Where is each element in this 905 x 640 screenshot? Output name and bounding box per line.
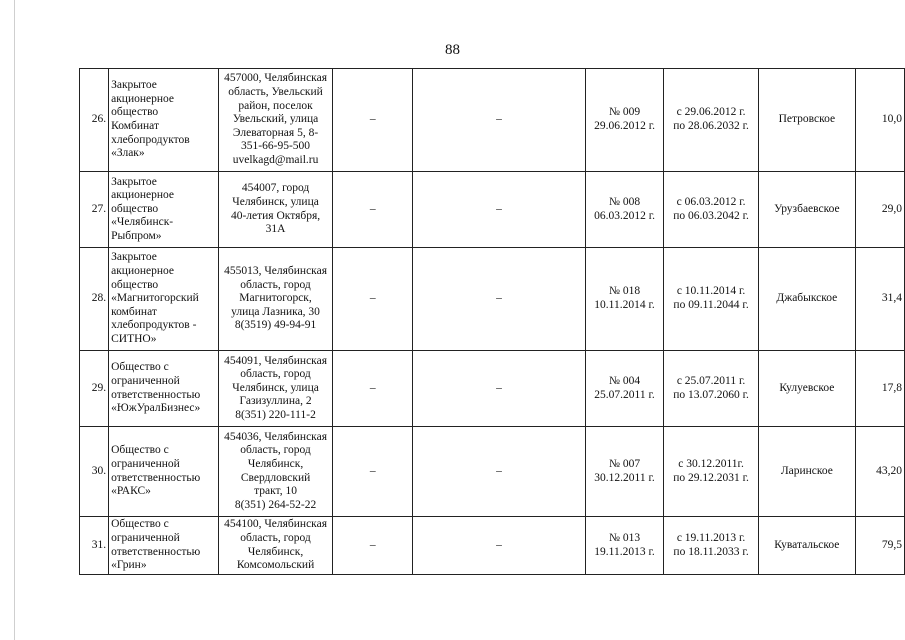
empty-field-dash: – <box>333 517 413 575</box>
organization-address: 457000, Челябинская область, Увельский район, поселок Увельский, улица Элеваторная 5, 8- 351-66-95-500 uvelkagd@mail.ru <box>218 69 333 172</box>
site-area: 31,4 <box>855 248 904 351</box>
fishing-site-name: Куватальское <box>759 517 856 575</box>
row-number: 26. <box>80 69 109 172</box>
organization-address: 454091, Челябинская область, город Челябинск, улица Газизуллина, 2 8(351) 220-111-2 <box>218 351 333 427</box>
validity-period: с 25.07.2011 г. по 13.07.2060 г. <box>664 351 759 427</box>
empty-field-dash: – <box>333 351 413 427</box>
row-number: 29. <box>80 351 109 427</box>
empty-field-dash: – <box>333 69 413 172</box>
row-number: 30. <box>80 427 109 517</box>
page-number: 88 <box>445 42 460 58</box>
organization-name: Закрытое акционерное общество Комбинат хлебопродуктов «Злак» <box>109 69 219 172</box>
empty-field-dash: – <box>413 351 586 427</box>
empty-field-dash: – <box>333 172 413 248</box>
organization-name: Закрытое акционерное общество «Челябинск- Рыбпром» <box>109 172 219 248</box>
table-row <box>80 517 905 575</box>
organization-name: Общество с ограниченной ответственностью «ЮжУралБизнес» <box>109 351 219 427</box>
row-number: 31. <box>80 517 109 575</box>
organization-name: Закрытое акционерное общество «Магнитогорский комбинат хлебопродуктов - СИТНО» <box>109 248 219 351</box>
validity-period: с 29.06.2012 г. по 28.06.2032 г. <box>664 69 759 172</box>
empty-field-dash: – <box>333 248 413 351</box>
row-number: 28. <box>80 248 109 351</box>
fishing-site-name: Ларинское <box>759 427 856 517</box>
table-row <box>80 69 905 172</box>
site-area: 17,8 <box>855 351 904 427</box>
organization-name: Общество с ограниченной ответственностью «РАКС» <box>109 427 219 517</box>
row-number: 27. <box>80 172 109 248</box>
site-area: 43,20 <box>855 427 904 517</box>
empty-field-dash: – <box>413 248 586 351</box>
validity-period: с 19.11.2013 г. по 18.11.2033 г. <box>664 517 759 575</box>
agreement-number-date: № 018 10.11.2014 г. <box>586 248 664 351</box>
site-area: 79,5 <box>855 517 904 575</box>
empty-field-dash: – <box>413 427 586 517</box>
organization-address: 454100, Челябинская область, город Челябинск, Комсомольский <box>218 517 333 575</box>
table-row <box>80 351 905 427</box>
empty-field-dash: – <box>413 172 586 248</box>
scan-edge-line <box>14 0 15 640</box>
validity-period: с 06.03.2012 г. по 06.03.2042 г. <box>664 172 759 248</box>
agreement-number-date: № 008 06.03.2012 г. <box>586 172 664 248</box>
fishing-site-name: Урузбаевское <box>759 172 856 248</box>
table-row <box>80 248 905 351</box>
table-row <box>80 172 905 248</box>
fishing-site-name: Кулуевское <box>759 351 856 427</box>
table-row <box>80 427 905 517</box>
validity-period: с 30.12.2011г. по 29.12.2031 г. <box>664 427 759 517</box>
site-area: 10,0 <box>855 69 904 172</box>
empty-field-dash: – <box>413 517 586 575</box>
agreement-number-date: № 009 29.06.2012 г. <box>586 69 664 172</box>
agreement-number-date: № 007 30.12.2011 г. <box>586 427 664 517</box>
organization-address: 454007, город Челябинск, улица 40-летия Октября, 31А <box>218 172 333 248</box>
fishing-sites-table <box>79 68 905 575</box>
empty-field-dash: – <box>413 69 586 172</box>
agreement-number-date: № 013 19.11.2013 г. <box>586 517 664 575</box>
fishing-site-name: Джабыкское <box>759 248 856 351</box>
agreement-number-date: № 004 25.07.2011 г. <box>586 351 664 427</box>
fishing-site-name: Петровское <box>759 69 856 172</box>
empty-field-dash: – <box>333 427 413 517</box>
organization-address: 455013, Челябинская область, город Магнитогорск, улица Лазника, 30 8(3519) 49-94-91 <box>218 248 333 351</box>
site-area: 29,0 <box>855 172 904 248</box>
organization-name: Общество с ограниченной ответственностью «Грин» <box>109 517 219 575</box>
organization-address: 454036, Челябинская область, город Челябинск, Свердловский тракт, 10 8(351) 264-52-22 <box>218 427 333 517</box>
validity-period: с 10.11.2014 г. по 09.11.2044 г. <box>664 248 759 351</box>
